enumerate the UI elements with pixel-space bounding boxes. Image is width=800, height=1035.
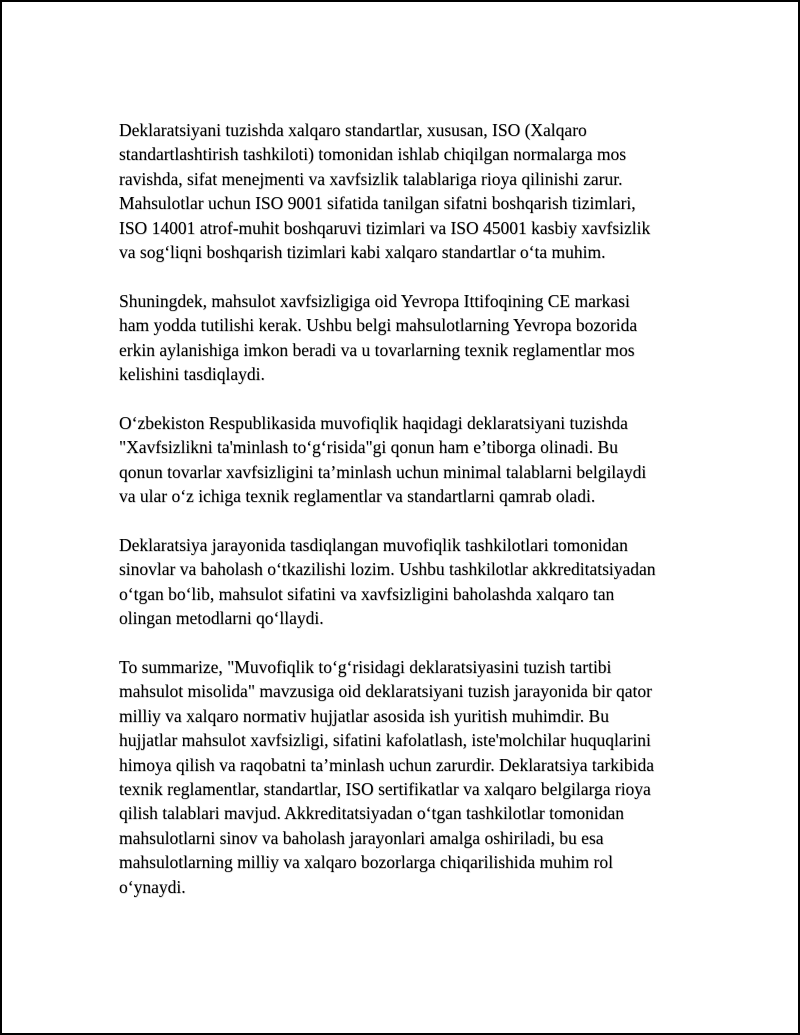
paragraph-ce-marking: Shuningdek, mahsulot xavfsizligiga oid Yevropa Ittifoqining CE markasi ham yodda tutilishi kerak. Ushbu belgi mahsulotlarning Yevropa bozorida erkin aylanishiga imkon beradi va u tovarlarning texnik reglamentlar mos kelishini tasdiqlaydi. (119, 290, 638, 385)
paragraph-uzbekistan-law: O‘zbekiston Respublikasida muvofiqlik haqidagi deklaratsiyani tuzishda "Xavfsizlikni ta'minlash to‘g‘risida"gi qonun ham e’tiborga olinadi. Bu qonun tovarlar xavfsizligini ta’minlash uchun minimal talablarni belgilaydi va ular o‘z ichiga texnik reglamentlar va standartlarni qamrab oladi. (119, 412, 647, 507)
paragraph-iso-standards: Deklaratsiyani tuzishda xalqaro standartlar, xususan, ISO (Xalqaro standartlashtirish tashkiloti) tomonidan ishlab chiqilgan normalarga mos ravishda, sifat menejmenti va xavfsizlik talablariga rioya qilinishi zarur. Mahsulotlar uchun ISO 9001 sifatida tanilgan sifatni boshqarish tizimlari, ISO 14001 atrof-muhit boshqaruvi tizimlari va ISO 45001 kasbiy xavfsizlik va sog‘liqni boshqarish tizimlari kabi xalqaro standartlar o‘ta muhim. (119, 120, 651, 263)
paragraph-summary: To summarize, "Muvofiqlik to‘g‘risidagi deklaratsiyasini tuzish tartibi mahsulot misolida" mavzusiga oid deklaratsiyani tuzish jarayonida bir qator milliy va xalqaro normativ hujjatlar asosida ish yuritish muhimdir. Bu hujjatlar mahsulot xavfsizligi, sifatini kafolatlash, iste'molchilar huquqlarini himoya qilish va raqobatni ta’minlash uchun zarurdir. Deklaratsiya tarkibida texnik reglamentlar, standartlar, ISO sertifikatlar va xalqaro belgilarga rioya qilish talablari mavjud. Akkreditatsiyadan o‘tgan tashkilotlar tomonidan mahsulotlarni sinov va baholash jarayonlari amalga oshiriladi, bu esa mahsulotlarning milliy va xalqaro bozorlarga chiqarilishida muhim rol o‘ynaydi. (119, 656, 655, 897)
paragraph-testing-bodies: Deklaratsiya jarayonida tasdiqlangan muvofiqlik tashkilotlari tomonidan sinovlar va baholash o‘tkazilishi lozim. Ushbu tashkilotlar akkreditatsiyadan o‘tgan bo‘lib, mahsulot sifatini va xavfsizligini baholashda xalqaro tan olingan metodlarni qo‘llaydi. (119, 534, 656, 629)
document-body (119, 118, 689, 923)
